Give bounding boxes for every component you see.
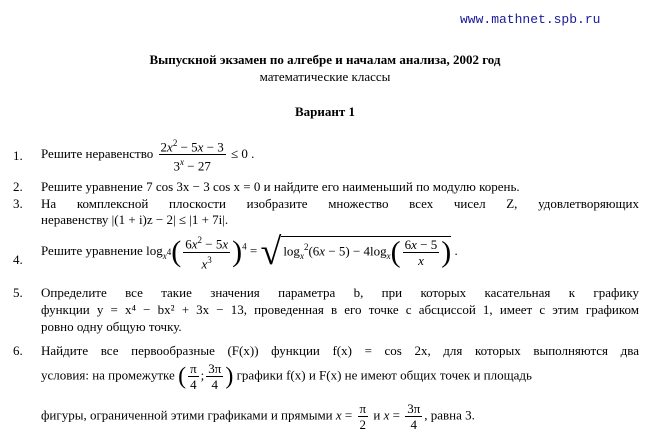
problem-5-line-3: ровно одну общую точку. [41,319,182,334]
problem-4-text: Решите уравнение [41,242,143,258]
problem-2-number: 2. [13,179,23,194]
page-title: Выпускной экзамен по алгебре и началам анализа, 2002 год [149,52,501,67]
problem-1-fraction: $\frac{2x^2 - 5x - 3}{3^x - 27}$ [160,138,224,174]
problem-6-line-1: Найдите все первообразные (F(x)) функции f(x) = cos 2x, для которых выполняются два [41,343,639,358]
problem-1-text: Решите неравенство [41,145,154,161]
problem-4-number: 4. [13,252,23,267]
problem-6-line-3-a: фигуры, ограниченной этими графиками и прямыми [41,407,333,423]
problem-5-line-2: функции y = x⁴ − bx² + 3x − 13, проведенная в его точке с абсциссой 1, имеет с этим графиком [41,302,639,317]
problem-4: Решите уравнение $\log_{x^4}$( $\frac{6x^2 - 5x}{x^3}$ )$^4$ = √ $\log_x^2(6x - 5) - 4\log_x$( $\frac{6x - 5}{x}$ ) . [41,231,458,273]
problem-6-line-2-a: условия: на промежутке [41,367,175,383]
problem-6-number: 6. [13,343,23,358]
site-url[interactable]: www.mathnet.spb.ru [460,12,601,27]
problem-3-line-1: На комплексной плоскости изобразите множество всех чисел Z, удовлетворяющих [41,196,639,211]
problem-6-line-3: фигуры, ограниченной этими графиками и прямыми x = $\frac{\pi}{2}$ и x = $\frac{3\pi}{4}$ , равна 3. [41,401,475,432]
problem-3-line-2: неравенству |(1 + i)z − 2| ≤ |1 + 7i|. [41,212,229,227]
problem-3-number: 3. [13,196,23,211]
problem-1: Решите неравенство $\frac{2x^2 - 5x - 3}{3^x - 27}$ ≤ 0 . [41,138,255,174]
problem-6-line-3-b: , равна 3. [424,407,475,423]
problem-5-number: 5. [13,285,23,300]
problem-6-line-2: условия: на промежутке ( $\frac{\pi}{4}$ ; $\frac{3\pi}{4}$ ) графики f(x) и F(x) не имеют общих точек и площадь [41,361,532,392]
variant-heading: Вариант 1 [294,104,356,119]
problem-2-text: Решите уравнение 7 cos 3x − 3 cos x = 0 и найдите его наименьший по модулю корень. [41,179,520,194]
page-subtitle: математические классы [259,69,391,84]
problem-6-line-2-b: графики f(x) и F(x) не имеют общих точек и площадь [236,367,532,383]
problem-1-number: 1. [13,148,23,163]
problem-5-line-1: Определите все такие значения параметра b, при которых касательная к графику [41,285,639,300]
